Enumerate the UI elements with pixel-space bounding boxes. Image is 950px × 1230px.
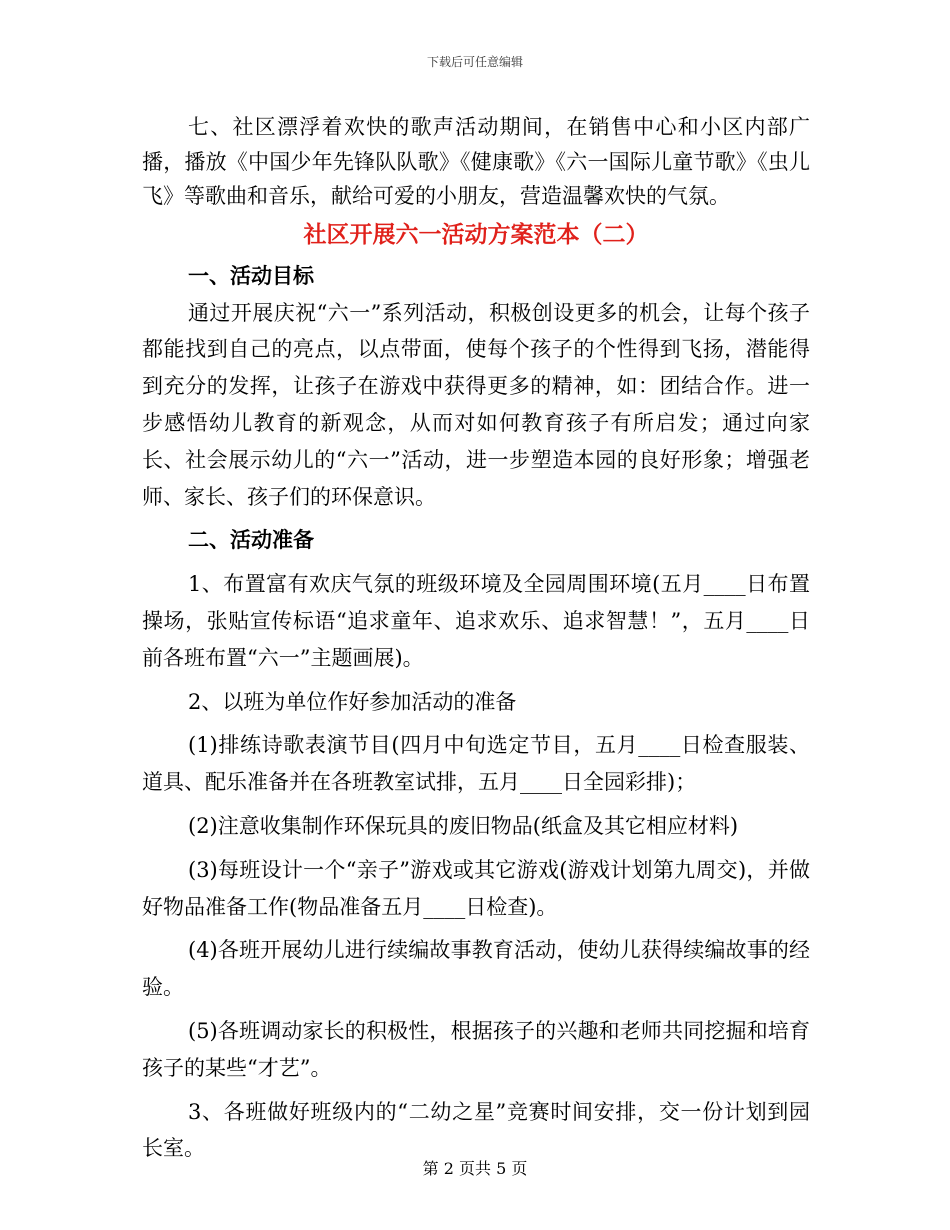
heading-activity-preparation: 二、活动准备 [188, 527, 314, 553]
page-header: 下载后可任意编辑 [426, 55, 523, 69]
paragraph-prep-1: 1、布置富有欢庆气氛的班级环境及全园周围环境(五月____日布置操场，张贴宣传标语“追求童年、追求欢乐、追求智慧！”，五月____日前各班布置“六一”主题画展)。 [142, 572, 810, 670]
document-body [142, 110, 810, 1167]
section-title: 社区开展六一活动方案范本（二） [303, 220, 649, 248]
paragraph-prep-2-2: (2)注意收集制作环保玩具的废旧物品(纸盒及其它相应材料) [188, 813, 739, 838]
paragraph-goals: 通过开展庆祝“六一”系列活动，积极创设更多的机会，让每个孩子都能找到自己的亮点，以点带面，使每个孩子的个性得到飞扬，潜能得到充分的发挥，让孩子在游戏中获得更多的精神，如：团结合作。进一步感悟幼儿教育的新观念，从而对如何教育孩子有所启发；通过向家长、社会展示幼儿的“六一”活动，进一步塑造本园的良好形象；增强老师、家长、孩子们的环保意识。 [142, 300, 810, 509]
paragraph-seven: 七、社区漂浮着欢快的歌声活动期间，在销售中心和小区内部广播，播放《中国少年先锋队队歌》《健康歌》《六一国际儿童节歌》《虫儿飞》等歌曲和音乐，献给可爱的小朋友，营造温馨欢快的气氛。 [142, 115, 810, 209]
paragraph-prep-2-1: (1)排练诗歌表演节目(四月中旬选定节目，五月____日检查服装、道具、配乐准备并在各班教室试排，五月____日全园彩排)； [142, 733, 810, 795]
paragraph-prep-2: 2、以班为单位作好参加活动的准备 [188, 689, 517, 714]
paragraph-prep-2-5: (5)各班调动家长的积极性，根据孩子的兴趣和老师共同挖掘和培育孩子的某些“才艺”。 [142, 1018, 810, 1080]
paragraph-prep-2-4: (4)各班开展幼儿进行续编故事教育活动，使幼儿获得续编故事的经验。 [142, 938, 810, 1000]
heading-activity-goals: 一、活动目标 [188, 262, 314, 288]
paragraph-prep-2-3: (3)每班设计一个“亲子”游戏或其它游戏(游戏计划第九周交)，并做好物品准备工作(物品准备五月____日检查)。 [142, 857, 810, 919]
paragraph-prep-3: 3、各班做好班级内的“二幼之星”竞赛时间安排，交一份计划到园长室。 [142, 1099, 810, 1161]
page-footer: 第 2 页共 5 页 [422, 1159, 528, 1178]
